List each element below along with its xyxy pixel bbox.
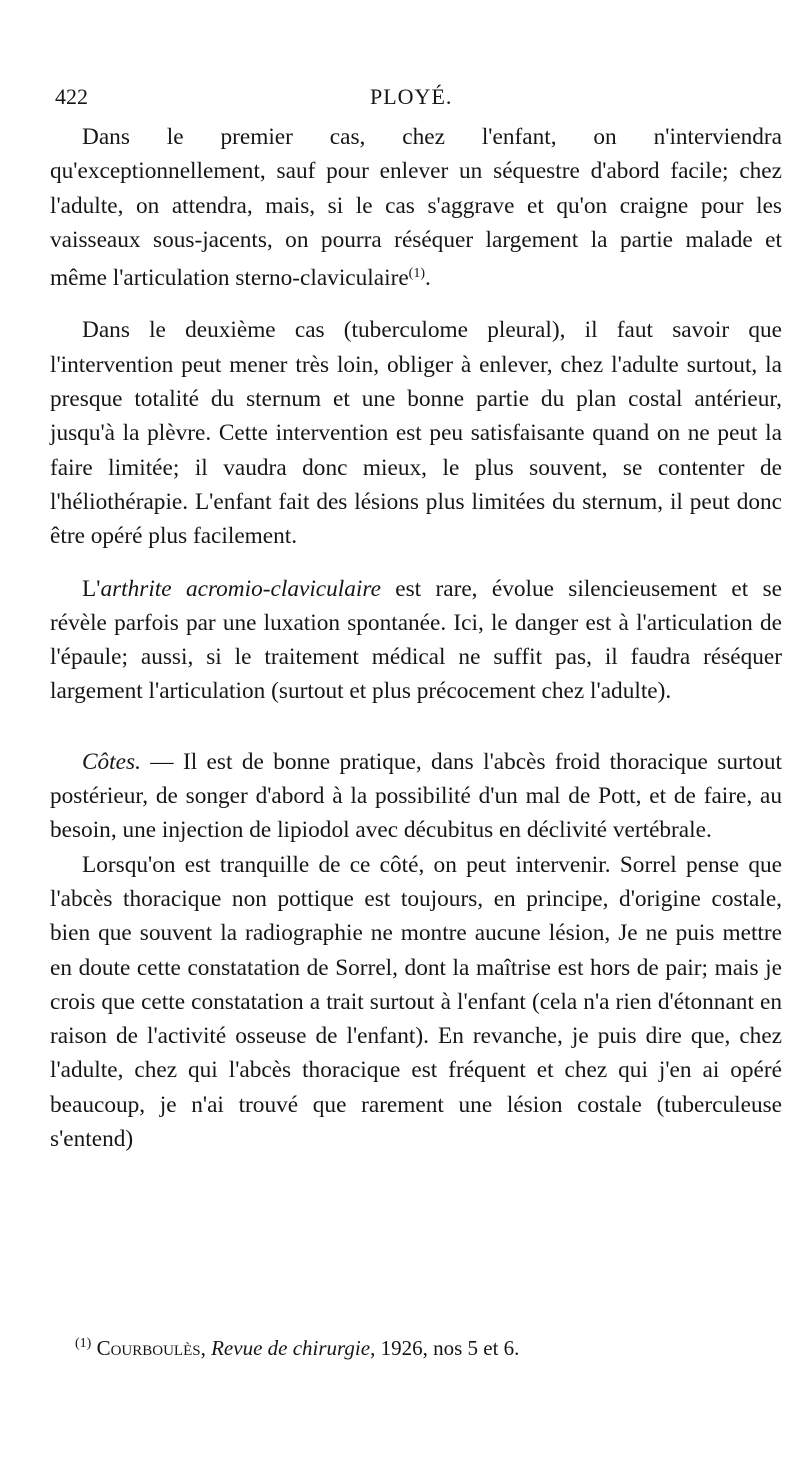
footnote-details: , 1926, nos 5 et 6.: [370, 1336, 520, 1360]
page-header: [55, 84, 765, 114]
footnote-reference[interactable]: (1): [408, 266, 425, 282]
paragraph-3: L'arthrite acromio-claviculaire est rare, évolue silencieusement et se révèle parfois par une luxation spontanée. Ici, le danger est à l'articulation de l'épaule; aussi, si le traitement médical ne suffit pas, il faudra réséquer largement l'articulation (surtout et plus précocement chez l'adulte).: [50, 575, 782, 705]
footnote: $^{(1)}$ Courboulès, Revue de chirurgie, 1926, nos 5 et 6.: [75, 1336, 520, 1360]
paragraph-2: Dans le deuxième cas (tuberculome pleural), il faut savoir que l'intervention peut mener très loin, obliger à enlever, chez l'adulte surtout, la presque totalité du sternum et une bonne partie du plan costal antérieur, jusqu'à la plèvre. Cette intervention est peu satisfaisante quand on ne peut la faire limitée; il vaudra donc mieux, le plus souvent, se contenter de l'héliothérapie. L'enfant fait des lésions plus limitées du sternum, il peut donc être opéré plus facilement.: [50, 317, 782, 550]
paragraph-1: Dans le premier cas, chez l'enfant, on n'interviendra qu'exceptionnellement, sauf pour enlever un séquestre d'abord facile; chez l'adulte, on attendra, mais, si le cas s'aggrave et qu'on craigne pour les vaisseaux sous-jacents, on pourra réséquer largement la partie malade et même l'articulation sterno-claviculaire$^{(1)}$.: [50, 124, 782, 292]
section-heading-cotes: Côtes.: [82, 748, 141, 775]
term-arthrite: arthrite acromio-claviculaire: [100, 575, 381, 602]
footnote-marker: (1): [75, 1336, 92, 1351]
body-text: [50, 120, 782, 1156]
paragraph-4: Côtes. — Il est de bonne pratique, dans l'abcès froid thoracique surtout postérieur, de songer d'abord à la possibilité d'un mal de Pott, et de faire, au besoin, une injection de lipiodol avec décubitus en déclivité vertébrale.: [50, 748, 782, 844]
footnote-author: Courboulès: [96, 1336, 201, 1360]
footnote-journal: Revue de chirurgie: [211, 1336, 371, 1360]
paragraph-5: Lorsqu'on est tranquille de ce côté, on peut intervenir. Sorrel pense que l'abcès thoracique non pottique est toujours, en principe, d'origine costale, bien que souvent la radiographie ne montre aucune lésion, Je ne puis mettre en doute cette constatation de Sorrel, dont la maîtrise est hors de pair; mais je crois que cette constatation a trait surtout à l'enfant (cela n'a rien d'étonnant en raison de l'activité osseuse de l'enfant). En revanche, je puis dire que, chez l'adulte, chez qui l'abcès thoracique est fréquent et chez qui j'en ai opéré beaucoup, je n'ai trouvé que rarement une lésion costale (tuberculeuse s'entend): [50, 851, 782, 1153]
page-number: 422: [55, 84, 88, 109]
running-title: PLOYÉ.: [370, 84, 453, 109]
